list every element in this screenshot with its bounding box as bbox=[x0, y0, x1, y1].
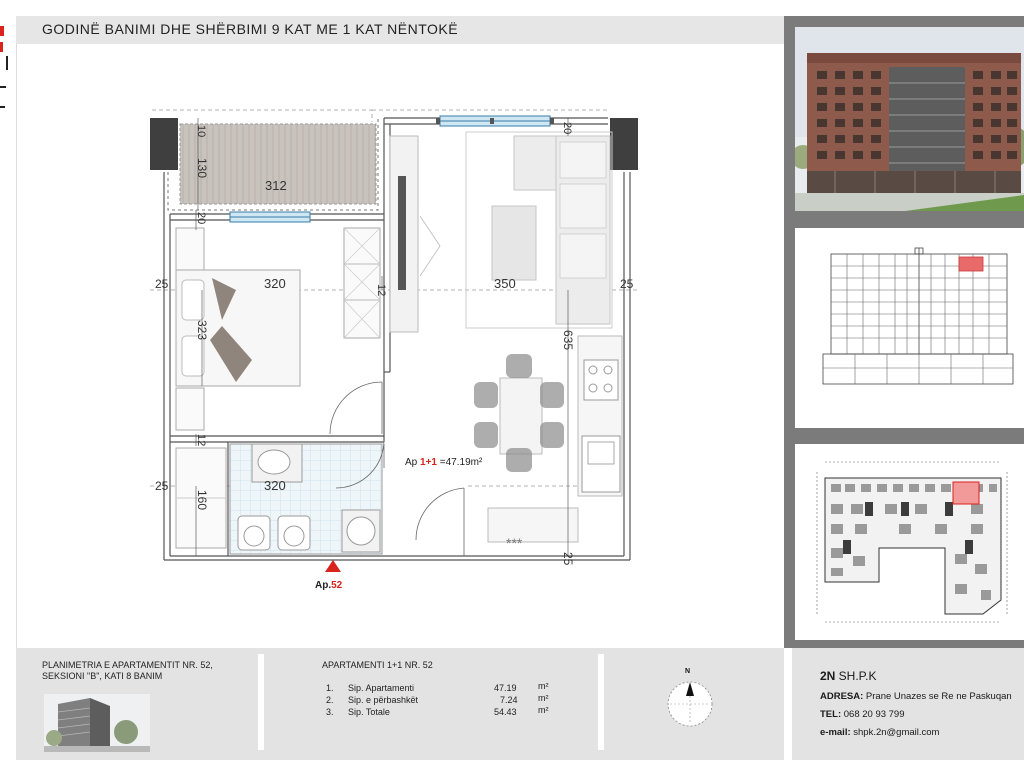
stars-mark: *** bbox=[506, 535, 523, 551]
dim-label: 323 bbox=[195, 320, 209, 341]
dim-label: 635 bbox=[561, 330, 575, 351]
page-title: GODINË BANIMI DHE SHËRBIMI 9 KAT ME 1 KAT NËNTOKË bbox=[42, 21, 459, 37]
dim-label: 25 bbox=[620, 277, 634, 291]
divider bbox=[258, 654, 264, 750]
divider bbox=[598, 654, 604, 750]
area-row-label: Sip. e përbashkët bbox=[348, 695, 419, 705]
column bbox=[610, 118, 638, 170]
area-row-value: 47.19 bbox=[494, 683, 517, 693]
coffee-table bbox=[492, 206, 536, 280]
area-row-unit: m² bbox=[538, 693, 549, 703]
apartment-highlight bbox=[959, 257, 983, 271]
area-row-num: 3. bbox=[326, 707, 334, 717]
dark-edge-fragment bbox=[0, 86, 6, 88]
dim-label: 25 bbox=[155, 479, 169, 493]
plan-title-line2: SEKSIONI "B", KATI 8 BANIM bbox=[42, 671, 163, 681]
wardrobe bbox=[344, 228, 380, 338]
dim-label: 312 bbox=[265, 178, 287, 193]
floor-plan bbox=[140, 100, 660, 600]
area-row-unit: m² bbox=[538, 681, 549, 691]
dim-label: 12 bbox=[195, 434, 207, 447]
living-room bbox=[390, 132, 622, 556]
dim-label: 20 bbox=[561, 122, 573, 135]
dark-edge-fragment bbox=[6, 56, 8, 70]
company-email: e-mail: shpk.2n@gmail.com bbox=[820, 727, 940, 738]
dim-label: 320 bbox=[264, 276, 286, 291]
plan-title-line1: PLANIMETRIA E APARTAMENTIT NR. 52, bbox=[42, 660, 213, 670]
dark-edge-fragment bbox=[0, 106, 5, 108]
apartment-area-label: Ap 1+1 =47.19m² bbox=[405, 457, 483, 468]
dining-table bbox=[500, 378, 542, 454]
area-row-label: Sip. Apartamenti bbox=[348, 683, 415, 693]
edge-fragments bbox=[0, 20, 16, 120]
compass bbox=[664, 670, 716, 730]
red-edge-fragment bbox=[0, 42, 3, 52]
dim-label: 130 bbox=[195, 158, 209, 179]
dim-label: 160 bbox=[195, 490, 209, 511]
column bbox=[150, 118, 178, 170]
dim-label: 320 bbox=[264, 478, 286, 493]
dim-label: 25 bbox=[561, 552, 575, 566]
area-row-num: 2. bbox=[326, 695, 334, 705]
building-render bbox=[795, 27, 1024, 211]
company-name: 2N SH.P.K bbox=[820, 669, 877, 683]
company-address: ADRESA: Prane Unazes se Re ne Paskuqan bbox=[820, 691, 1012, 702]
site-plan bbox=[795, 444, 1024, 640]
apartment-heading: APARTAMENTI 1+1 NR. 52 bbox=[322, 660, 433, 670]
building-elevation bbox=[795, 228, 1024, 398]
building-thumbnail bbox=[44, 694, 150, 752]
dim-label: 12 bbox=[375, 284, 387, 297]
entrance-label: Ap.52 bbox=[315, 580, 343, 591]
area-row-value: 54.43 bbox=[494, 707, 517, 717]
red-edge-fragment bbox=[0, 26, 4, 36]
area-row-unit: m² bbox=[538, 705, 549, 715]
area-row-label: Sip. Totale bbox=[348, 707, 390, 717]
apartment-highlight bbox=[953, 482, 979, 504]
tv-unit bbox=[398, 176, 406, 290]
compass-letter: N bbox=[685, 668, 691, 675]
dim-label: 350 bbox=[494, 276, 516, 291]
area-row-num: 1. bbox=[326, 683, 334, 693]
door-swing bbox=[330, 382, 382, 434]
dim-label: 10 bbox=[195, 125, 207, 138]
elevation-base bbox=[795, 398, 1024, 428]
area-row-value: 7.24 bbox=[500, 695, 518, 705]
entrance-arrow bbox=[325, 560, 341, 572]
divider bbox=[784, 648, 792, 760]
dim-label: 20 bbox=[195, 212, 207, 225]
company-phone: TEL: 068 20 93 799 bbox=[820, 709, 905, 720]
dim-label: 25 bbox=[155, 277, 169, 291]
